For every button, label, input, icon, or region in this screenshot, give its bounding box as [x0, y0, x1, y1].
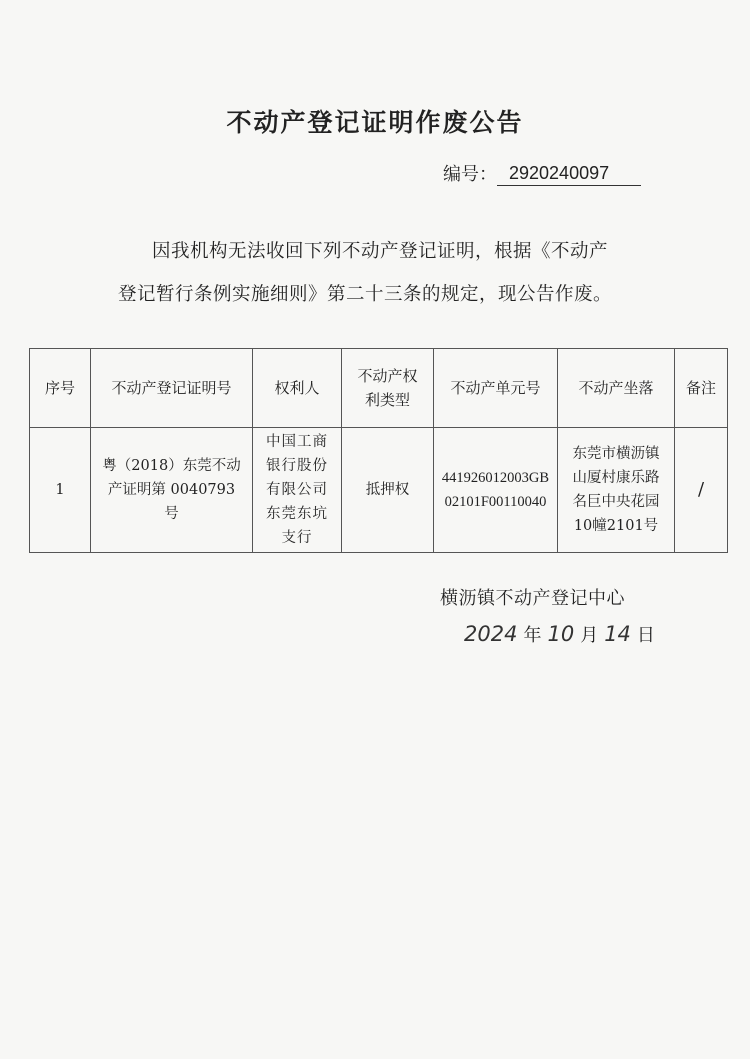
date-year: 2024	[464, 622, 518, 646]
issue-date	[464, 621, 655, 647]
date-month-unit: 月	[580, 625, 599, 646]
header-seq: 序号	[30, 349, 91, 428]
date-year-unit: 年	[523, 625, 542, 646]
date-day: 14	[604, 622, 631, 646]
cell-unit-no: 441926012003GB02101F00110040	[434, 428, 558, 553]
header-holder: 权利人	[253, 349, 342, 428]
cell-seq: 1	[30, 428, 91, 553]
page-title: 不动产登记证明作废公告	[226, 108, 524, 137]
table-row	[30, 428, 728, 553]
header-location: 不动产坐落	[558, 349, 675, 428]
cell-holder: 中国工商银行股份有限公司东莞东坑支行	[253, 428, 342, 553]
header-right-type: 不动产权利类型	[342, 349, 434, 428]
cell-right-type: 抵押权	[342, 428, 434, 553]
number-value: 2920240097	[497, 163, 641, 186]
issuer-name: 横沥镇不动产登记中心	[440, 588, 625, 609]
document-number	[443, 160, 641, 186]
date-month: 10	[547, 622, 575, 646]
header-remark: 备注	[675, 349, 728, 428]
date-day-unit: 日	[636, 625, 655, 646]
cell-location: 东莞市横沥镇山厦村康乐路名巨中央花园10幢2101号	[558, 428, 675, 553]
number-label: 编号：	[443, 164, 497, 185]
header-unit-no: 不动产单元号	[434, 349, 558, 428]
body-line-1: 因我机构无法收回下列不动产登记证明，根据《不动产	[152, 241, 609, 262]
body-line-2: 登记暂行条例实施细则》第二十三条的规定，现公告作废。	[118, 284, 613, 305]
cell-remark: /	[675, 428, 728, 553]
table-header-row	[30, 349, 728, 428]
header-cert-no: 不动产登记证明号	[91, 349, 253, 428]
cell-cert-no: 粤（2018）东莞不动产证明第 0040793 号	[91, 428, 253, 553]
certificate-table	[29, 348, 728, 553]
